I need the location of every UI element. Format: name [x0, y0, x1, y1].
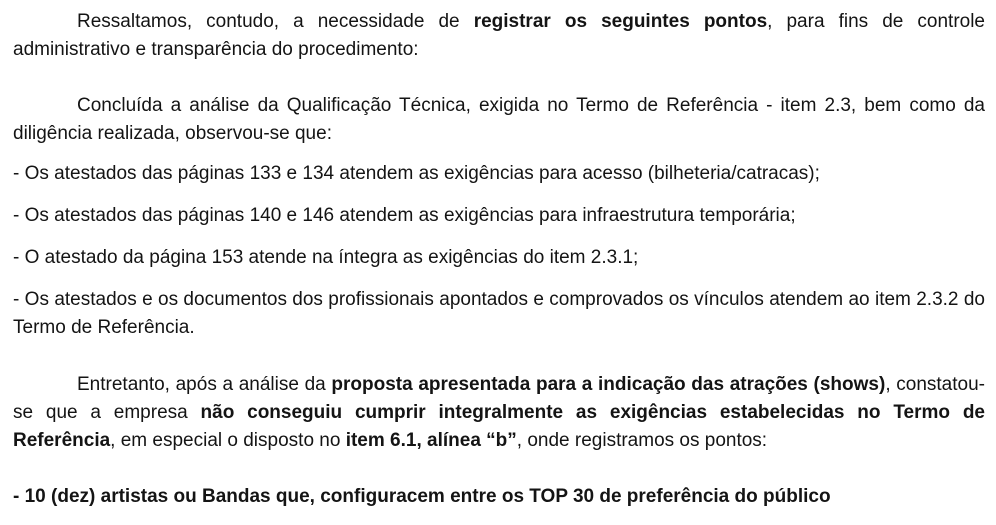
paragraph-qualification: Concluída a análise da Qualificação Técnica, exigida no Termo de Referência - item 2.3, bem como da diligência realizada, observou-se que:	[13, 95, 985, 144]
document-page	[13, 8, 985, 511]
list-item-infrastructure: - Os atestados das páginas 140 e 146 atendem as exigências para infraestrutura temporária;	[13, 205, 796, 226]
list-item-access: - Os atestados das páginas 133 e 134 atendem as exigências para acesso (bilheteria/catracas);	[13, 163, 820, 184]
proposal-text-bold: proposta apresentada para a indicação das atrações (shows)	[331, 374, 886, 395]
proposal-text-g: , onde registramos os pontos:	[516, 430, 768, 451]
requirement-text: - 10 (dez) artistas ou Bandas que, configuracem entre os TOP 30 de preferência do público	[13, 486, 831, 507]
list-item-page-153: - O atestado da página 153 atende na íntegra as exigências do item 2.3.1;	[13, 247, 639, 268]
intro-text-a: Ressaltamos, contudo, a necessidade de	[77, 11, 474, 32]
proposal-text-bold-2: não conseguiu cumprir integralmente as exigências estabelecidas no Termo de Referência	[13, 402, 985, 451]
intro-text-bold: registrar os seguintes pontos	[473, 11, 768, 32]
paragraph-proposal	[13, 371, 985, 455]
intro-text-c: , para fins de controle administrativo e transparência do procedimento:	[13, 11, 985, 60]
paragraph-requirement	[13, 483, 985, 511]
proposal-text-e: , em especial o disposto no	[110, 430, 346, 451]
proposal-text-c: , constatou-se que a empresa	[13, 374, 985, 423]
proposal-text-a: Entretanto, após a análise da	[77, 374, 332, 395]
list-item-professionals: - Os atestados e os documentos dos profissionais apontados e comprovados os vínculos atendem ao item 2.3.2 do Termo de Referência.	[13, 289, 985, 338]
proposal-text-bold-3: item 6.1, alínea “b”	[345, 430, 517, 451]
paragraph-intro	[13, 8, 985, 64]
